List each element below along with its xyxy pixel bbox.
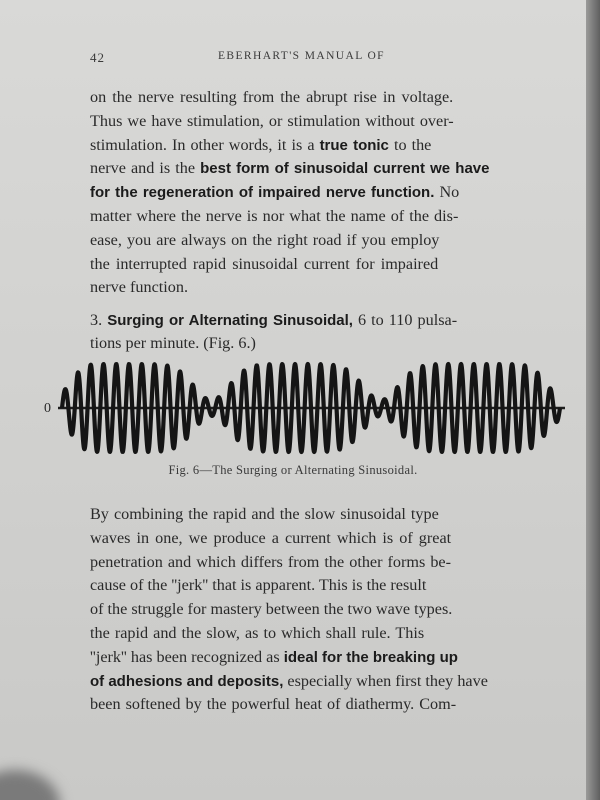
text-line: [90, 695, 456, 714]
text-span: nerve and is the: [90, 159, 201, 178]
text-line: [90, 648, 458, 667]
text-line: [90, 231, 439, 250]
text-line: [90, 553, 451, 572]
figure-caption: Fig. 6—The Surging or Alternating Sinusoidal.: [168, 463, 418, 477]
text-line: [90, 311, 457, 330]
text-span: By combining the rapid and the slow sinusoidal type: [90, 505, 439, 523]
text-span: 6 to 110 pulsa-: [352, 311, 458, 329]
surging-sinusoidal-wave: [62, 364, 560, 452]
text-span: Thus we have stimulation, or stimulation without over-: [90, 111, 454, 130]
text-line: [90, 576, 426, 595]
text-span: ease, you are always on the right road if you employ: [90, 230, 440, 249]
text-span: penetration and which differs from the other forms be-: [90, 552, 452, 571]
text-span: tions per minute. (Fig. 6.): [90, 333, 256, 352]
text-line: [90, 136, 431, 155]
running-head: EBERHART'S MANUAL OF: [218, 50, 385, 62]
text-span: cause of the ''jerk'' that is apparent. This is the result: [90, 576, 427, 595]
text-span: been softened by the powerful heat of diathermy. Com-: [90, 695, 457, 714]
bold-text: best form of sinusoidal current we have: [200, 160, 490, 178]
bold-text: true tonic: [319, 136, 389, 154]
bold-text: of adhesions and deposits,: [90, 672, 284, 690]
zero-label: 0: [44, 401, 51, 416]
page-edge: [586, 0, 600, 800]
text-span: ''jerk'' has been recognized as: [90, 647, 284, 666]
text-line: [90, 183, 459, 202]
text-line: [90, 159, 490, 178]
text-span: to the: [388, 135, 432, 154]
text-span: No: [434, 183, 460, 202]
text-span: the rapid and the slow, as to which shall rule. This: [90, 624, 425, 642]
text-span: stimulation. In other words, it is a: [90, 135, 320, 154]
text-line: [90, 334, 256, 353]
text-span: nerve function.: [90, 278, 188, 297]
thumb-shadow: [0, 770, 60, 800]
text-line: [90, 88, 453, 107]
bold-text: Surging or Alternating Sinusoidal,: [107, 312, 353, 329]
text-span: waves in one, we produce a current which is of great: [90, 528, 452, 547]
text-line: [90, 624, 424, 643]
page-header: [0, 50, 586, 70]
text-span: matter where the nerve is nor what the name of the dis-: [90, 207, 459, 225]
text-line: [90, 505, 439, 524]
text-line: [90, 207, 458, 226]
text-span: the interrupted rapid sinusoidal current for impaired: [90, 254, 439, 273]
bold-text: ideal for the breaking up: [283, 648, 458, 666]
text-span: especially when first they have: [283, 671, 488, 690]
text-span: 3.: [90, 311, 108, 329]
bold-text: for the regeneration of impaired nerve function.: [90, 184, 435, 202]
text-line: [90, 112, 454, 131]
text-line: [90, 600, 452, 619]
text-line: [90, 278, 188, 297]
page-number: 42: [90, 50, 105, 65]
text-span: on the nerve resulting from the abrupt rise in voltage.: [90, 88, 454, 106]
text-span: of the struggle for mastery between the two wave types.: [90, 600, 453, 619]
text-line: [90, 529, 451, 548]
text-line: [90, 255, 438, 274]
text-line: [90, 672, 488, 691]
